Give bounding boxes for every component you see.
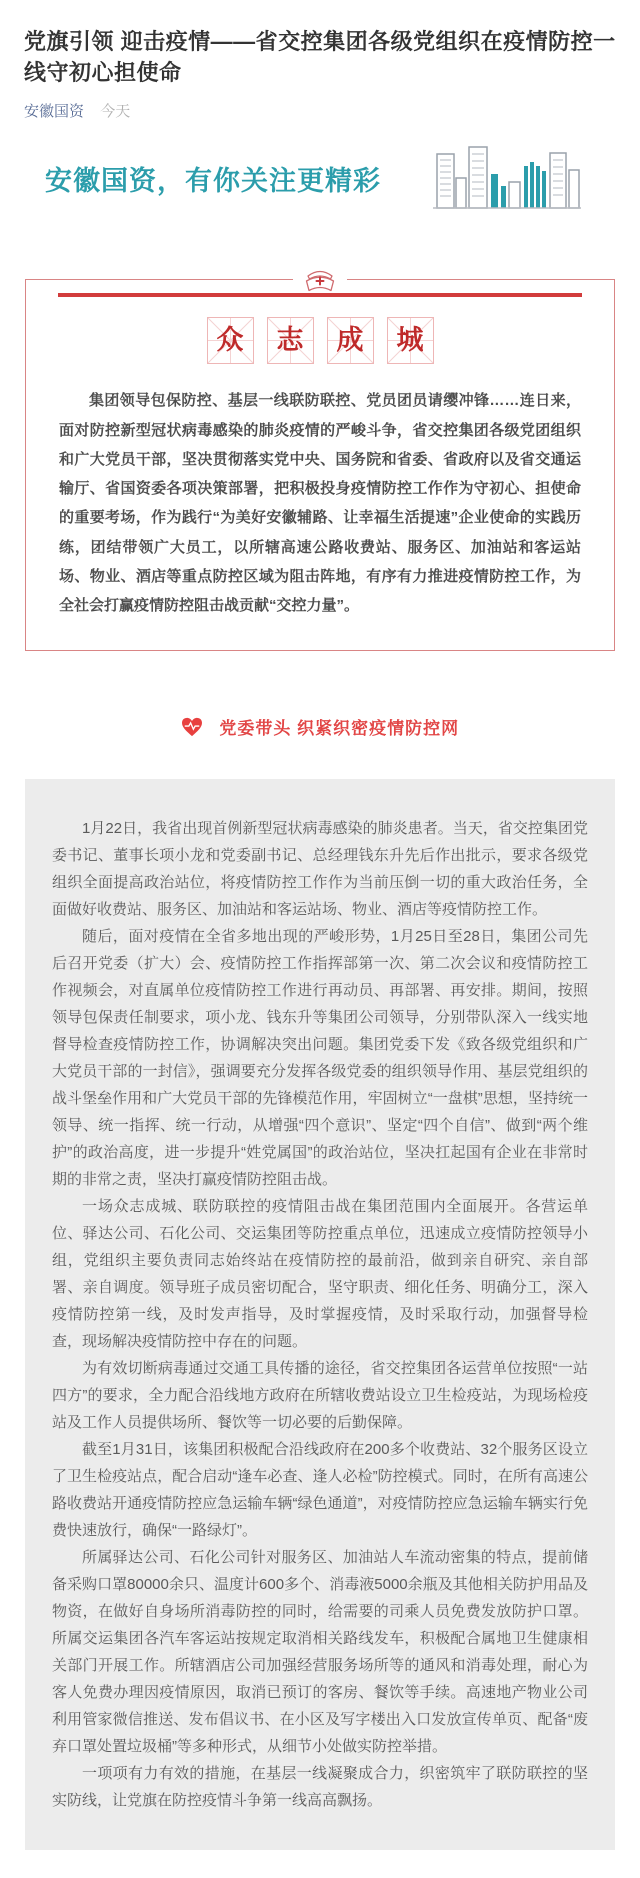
- section-header: [0, 717, 640, 741]
- motto-char-box: [207, 317, 254, 364]
- motto-char: 众: [216, 325, 244, 356]
- body-paragraph: 一项项有力有效的措施，在基层一线凝聚成合力，织密筑牢了联防联控的坚实防线，让党旗在防控疫情斗争第一线高高飘扬。: [52, 1765, 588, 1810]
- body-paragraph: 截至1月31日，该集团积极配合沿线政府在200多个收费站、32个服务区设立了卫生检疫站点，配合启动“逢车必查、逢人必检”防控模式。同时，在所有高速公路收费站开通疫情防控应急运输车辆“绿色通道”，对疫情防控应急运输车辆实行免费快速放行，确保“一路绿灯”。: [52, 1441, 588, 1540]
- body-paragraph: 一场众志成城、联防联控的疫情阻击战在集团范围内全面展开。各营运单位、驿达公司、石化公司、交运集团等防控重点单位，迅速成立疫情防控领导小组，党组织主要负责同志始终站在疫情防控的最前沿，做到亲自研究、亲自部署、亲自调度。领导班子成员密切配合，坚守职责、细化任务、明确分工，深入疫情防控第一线，及时发声指导，及时掌握疫情，及时采取行动，加强督导检查，现场解决疫情防控中存在的问题。: [52, 1198, 588, 1351]
- banner-slogan: 安徽国资，有你关注更精彩: [45, 165, 381, 196]
- byline: [24, 100, 616, 121]
- body-paragraph: 为有效切断病毒通过交通工具传播的途径，省交控集团各运营单位按照“一站四方”的要求，全力配合沿线地方政府在所辖收费站设立卫生检疫站，为现场检疫站及工作人员提供场所、餐饮等一切必要的后勤保障。: [52, 1360, 588, 1432]
- nurse-cap-icon: [293, 263, 347, 293]
- publish-date: 今天: [100, 103, 131, 121]
- motto-char: 成: [336, 325, 364, 356]
- page-title: 党旗引领 迎击疫情——省交控集团各级党组织在疫情防控一线守初心担使命: [24, 29, 616, 86]
- motto-char-box: [267, 317, 314, 364]
- heartbeat-heart-icon: [181, 724, 207, 741]
- body-paragraph: 1月22日，我省出现首例新型冠状病毒感染的肺炎患者。当天，省交控集团党委书记、董事长项小龙和党委副书记、总经理钱东升先后作出批示，要求各级党组织全面提高政治站位，将疫情防控工作作为当前压倒一切的重大政治任务，全面做好收费站、服务区、加油站和客运站场、物业、酒店等疫情防控工作。: [52, 820, 588, 919]
- motto-row: [46, 317, 594, 364]
- section-title: 党委带头 织紧织密疫情防控网: [219, 719, 460, 739]
- city-skyline-icon: [433, 142, 581, 215]
- intro-card: [25, 279, 615, 651]
- motto-char-box: [387, 317, 434, 364]
- motto-char: 城: [396, 325, 424, 356]
- follow-banner[interactable]: [0, 141, 640, 215]
- motto-char-box: [327, 317, 374, 364]
- body-paragraph: 随后，面对疫情在全省多地出现的严峻形势，1月25日至28日，集团公司先后召开党委（扩大）会、疫情防控工作指挥部第一次、第二次会议和疫情防控工作视频会，对直属单位疫情防控工作进行再动员、再部署、再安排。期间，按照领导包保责任制要求，项小龙、钱东升等集团公司领导，分别带队深入一线实地督导检查疫情防控工作，协调解决突出问题。集团党委下发《致各级党组织和广大党员干部的一封信》，强调要充分发挥各级党委的组织领导作用、基层党组织的战斗堡垒作用和广大党员干部的先锋模范作用，牢固树立“一盘棋”思想，坚持统一领导、统一指挥、统一行动，从增强“四个意识”、坚定“四个自信”、做到“两个维护”的政治高度，进一步提升“姓党属国”的政治站位，坚决扛起国有企业在非常时期的非常之责，坚决打赢疫情防控阻击战。: [52, 928, 588, 1189]
- motto-char: 志: [276, 325, 304, 356]
- body-paragraph: 所属驿达公司、石化公司针对服务区、加油站人车流动密集的特点，提前储备采购口罩80000余只、温度计600多个、消毒液5000余瓶及其他相关防护用品及物资，在做好自身场所消毒防控的同时，给需要的司乘人员免费发放防护口罩。所属交运集团各汽车客运站按规定取消相关路线发车，积极配合属地卫生健康相关部门开展工作。所辖酒店公司加强经营服务场所等的通风和消毒处理，耐心为客人免费办理因疫情原因，取消已预订的客房、餐饮等手续。高速地产物业公司利用管家微信推送、发布倡议书、在小区及写字楼出入口发放宣传单页、配备“废弃口罩处置垃圾桶”等多种形式，从细节小处做实防控举措。: [52, 1549, 588, 1756]
- article-header: [0, 0, 640, 121]
- intro-paragraph: 集团领导包保防控、基层一线联防联控、党员团员请缨冲锋……连日来，面对防控新型冠状病毒感染的肺炎疫情的严峻斗争，省交控集团各级党团组织和广大党员干部，坚决贯彻落实党中央、国务院和省委、省政府以及省交通运输厅、省国资委各项决策部署，把积极投身疫情防控工作作为守初心、担使命的重要考场，作为践行“为美好安徽辅路、让幸福生活提速”企业使命的实践历练，团结带领广大员工，以所辖高速公路收费站、服务区、加油站和客运站场、物业、酒店等重点防控区域为阻击阵地，有序有力推进疫情防控工作，为全社会打赢疫情防控阻击战贡献“交控力量”。: [59, 392, 581, 615]
- red-divider: [58, 293, 582, 297]
- account-link[interactable]: 安徽国资: [24, 103, 85, 121]
- article-body: [25, 779, 615, 1850]
